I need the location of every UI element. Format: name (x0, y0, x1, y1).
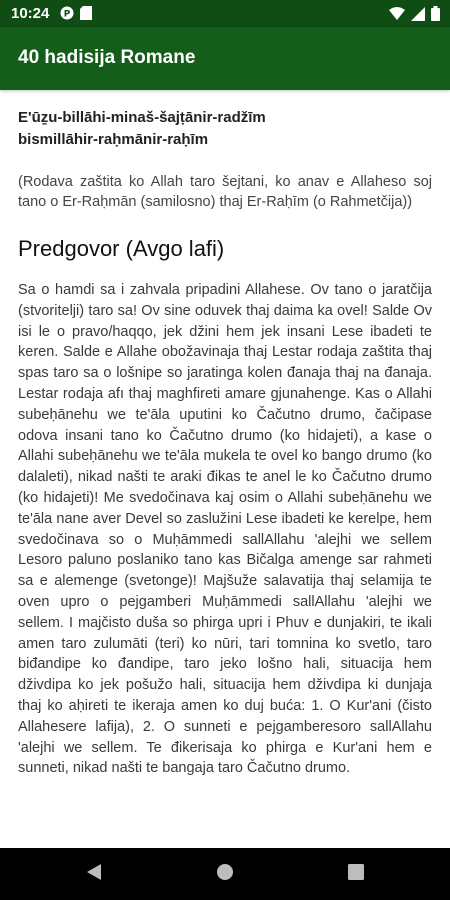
wifi-icon (389, 7, 405, 26)
battery-icon (431, 6, 440, 26)
status-notification-icons (60, 6, 92, 25)
recents-button[interactable] (344, 862, 368, 886)
status-bar (0, 0, 450, 27)
home-button[interactable] (213, 862, 237, 886)
signal-icon (411, 7, 425, 26)
back-button[interactable] (82, 862, 106, 886)
app-notification-icon (60, 6, 74, 25)
svg-text:P: P (63, 9, 71, 20)
bismillah-line-2: bismillāhir-raḥmānir-raḥīm (18, 131, 209, 148)
recents-square-icon (348, 864, 364, 885)
navigation-bar (0, 848, 450, 900)
status-system-icons (389, 6, 440, 26)
section-heading: Predgovor (Avgo lafi) (18, 236, 225, 261)
sd-card-icon (80, 6, 92, 25)
body-paragraph: Sa o hamdi sa i zahvala pripadini Allahese. Ov tano o jaratčija (stvoritelji) taro sa! Ov sine oduvek thaj daima ka ovel! Salde Ov isi le o pravo/haqqo, jek džini hem jek insani Lese ibadeti te keren. Salde e Allahe obožavinaja thaj Lestar rodaja zaštita thaj spas taro sa o lošnipe so jaratinga kolen đanaja thaj na đanaja. Lestar rodaja afı thaj maghfireti amare gjunahenge. Kas o Allahi subeḥānehu we te'āla uputini ko Čačutno drumo, čačipase odova insani tano ko Čačutno drumo (ko hidajeti), a kase o Allahi subeḥānehu we te'āla mukela te ovel ko bango drumo (ko dalaleti), nikad našti te araki đikas te anel le ko Čačutno drumo (ko hidajeti)! Me svedočinava kaj osim o Allahi subeḥānehu we te'āla nane aver Devel so zaslužini Lese ibadeti ke kerelpe, hem svedočinava so o Muḥāmmedi sallAllahu 'alejhi we sellem Lesoro paluno poslaniko tano kas Bičalga amenge sar rahmeti sa e alemenge (svetonge)! Majšuže salavatija thaj selamija te oven upro o pejgamberi Muḥāmmedi sallAllahu 'alejhi we sellem. I majčisto duša so phirga upri i Phuv e dunjakiri, te ikali amen taro zulumāti (teri) ko nūri, tari tomnina ko svetlo, taro biđandipe ko đandipe, taro jeko lošno hali, situacija hem dživdipa ko jek pošužo hali, situacija hem dživdipa ki dunjaja thaj ko aḥireti te ikeraja amen ko duj buća: 1. O Kur'ani (čisto Allahesere lafija), 2. O sunneti e pejgamberesoro sallAllahu 'alejhi we sellem. Te đikerisaja ko phirga e Kur'ani hem e sunneti, nikad našti te bangaja taro Čačutno drumo. (18, 282, 432, 777)
app-title: 40 hadisija Romane (18, 47, 196, 68)
scrollable-content[interactable] (0, 90, 450, 848)
home-circle-icon (216, 863, 234, 886)
status-time: 10:24 (11, 5, 50, 22)
intro-translation: (Rodava zaštita ko Allah taro šejtani, ko anav e Allaheso soj tano o Er-Raḥmān (samilosno) thaj Er-Raḥīm (o Rahmetčija)) (18, 174, 432, 210)
back-triangle-icon (86, 863, 102, 886)
bismillah-line-1: E'ūẕu-billāhi-minaš-šajṭānir-radžīm (18, 109, 266, 126)
app-bar (0, 27, 450, 90)
